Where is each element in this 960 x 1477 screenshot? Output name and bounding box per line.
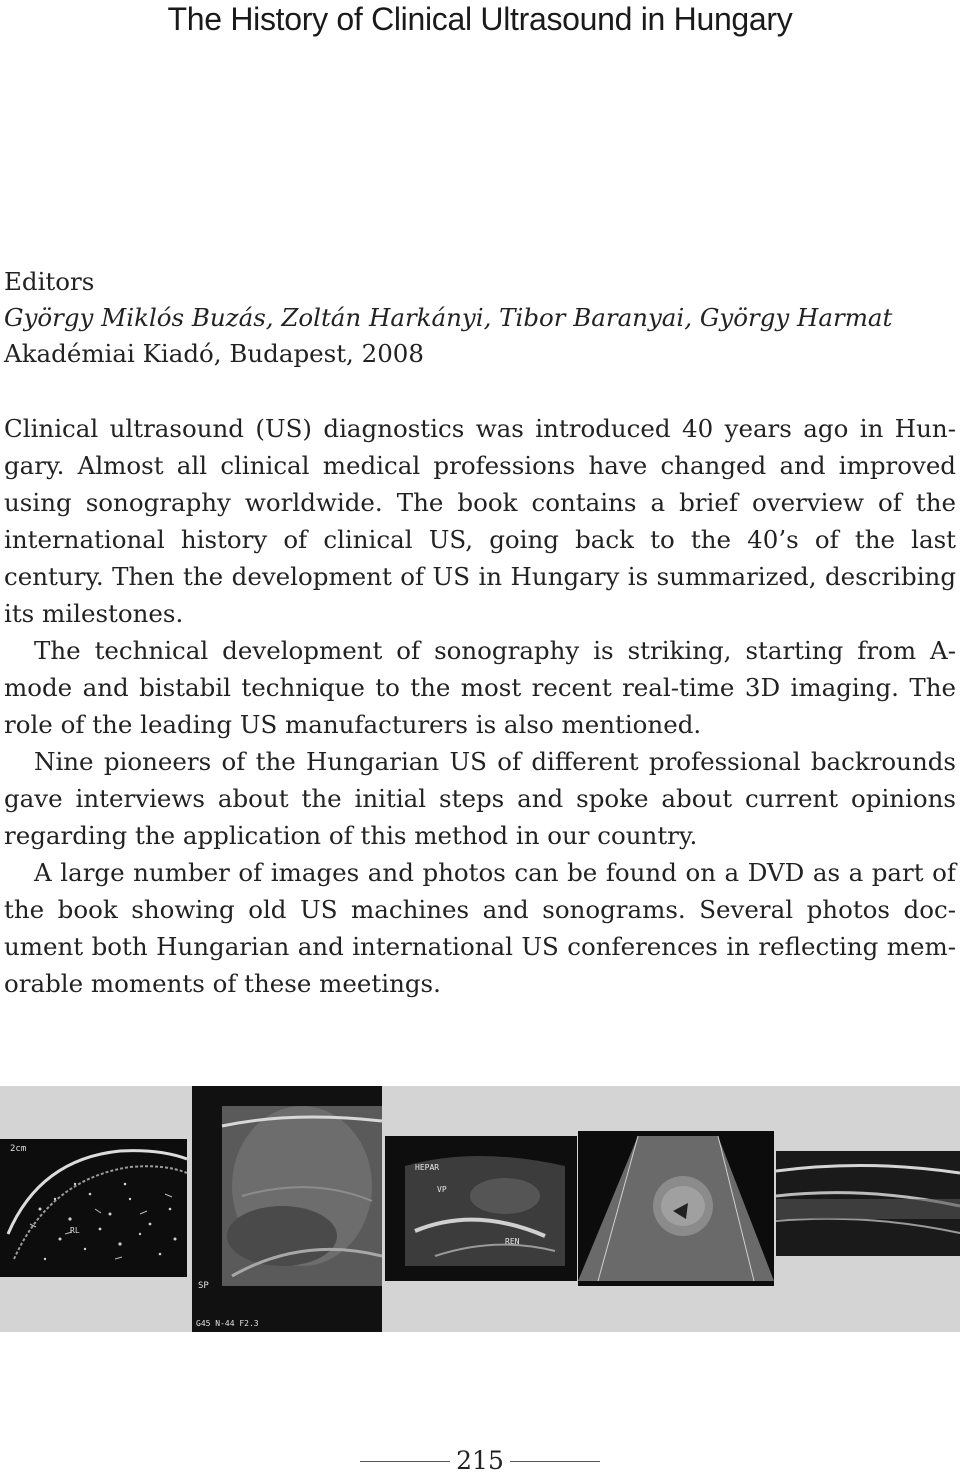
- page-number: 215: [456, 1446, 504, 1475]
- book-title: The History of Clinical Ultrasound in Hungary: [167, 1, 793, 37]
- sonogram-image-3: [385, 1136, 577, 1281]
- hepar-label: HEPAR: [415, 1163, 440, 1172]
- editors-names: György Miklós Buzás, Zoltán Harkányi, Tibor Baranyai, György Harmat: [4, 303, 893, 332]
- paragraph-dvd: A large number of images and photos can be found on a DVD as a part of the book showing old US machines and sonograms. Several photos doc-ument both Hungarian and international US conferences in reflecting mem-orable moments of these meetings.: [4, 858, 956, 998]
- ren-label: REN: [505, 1237, 520, 1246]
- sp-label: SP: [198, 1281, 209, 1291]
- rl-label: RL: [70, 1226, 80, 1235]
- sonogram-image-2: [192, 1086, 382, 1332]
- book-description: [4, 410, 956, 1002]
- scan-settings: G45 N-44 F2.3: [196, 1319, 259, 1328]
- page-footer: [0, 1445, 960, 1477]
- publisher-line: Akadémiai Kiadó, Budapest, 2008: [4, 339, 424, 368]
- editors-section: [4, 264, 956, 372]
- paragraph-pioneers: Nine pioneers of the Hungarian US of different professional backrounds gave interviews about the initial steps and spoke about current opinions regarding the application of this method in our country.: [4, 747, 956, 850]
- sonogram-image-4: [578, 1131, 774, 1286]
- scale-label: 2cm: [10, 1144, 27, 1154]
- paragraph-intro: Clinical ultrasound (US) diagnostics was introduced 40 years ago in Hun-gary. Almost all clinical medical professions have changed and improved using sonography worldwide. The book contains a brief overview of the international history of clinical US, going back to the 40’s of the last century. Then the development of US in Hungary is summarized, describing its milestones.: [4, 414, 956, 628]
- sonogram-image-5: [776, 1151, 960, 1256]
- paragraph-technical: The technical development of sonography is striking, starting from A-mode and bistabil technique to the most recent real-time 3D imaging. The role of the leading US manufacturers is also mentioned.: [4, 636, 956, 739]
- vp-label: VP: [437, 1185, 447, 1194]
- editors-label: Editors: [4, 267, 95, 296]
- sonogram-image-1: [0, 1139, 187, 1277]
